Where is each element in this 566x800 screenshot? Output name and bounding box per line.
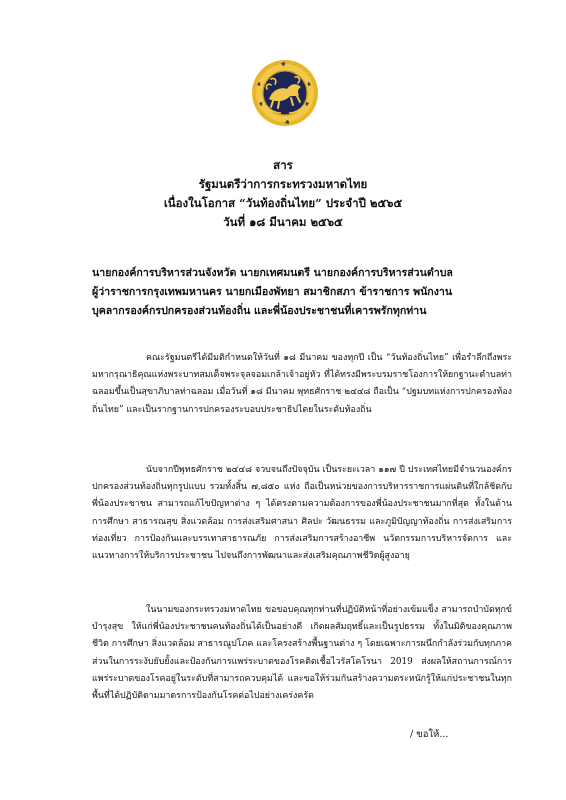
header-occasion: เนื่องในโอกาส “วันท้องถิ่นไทย” ประจำปี ๒๕๖๕	[163, 196, 403, 210]
letter-header	[0, 156, 566, 232]
body-paragraph-1: คณะรัฐมนตรีได้มีมติกำหนดให้วันที่ ๑๘ มีนาคม ของทุกปี เป็น “วันท้องถิ่นไทย” เพื่อรำลึกถึงพระมหากรุณาธิคุณแห่งพระบาทสมเด็จพระจุลจอมเกล้าเจ้าอยู่หัว ที่ได้ทรงมีพระบรมราชโองการให้ยกฐานะตำบลท่าฉลอมขึ้นเป็นสุขาภิบาลท่าฉลอม เมื่อวันที่ ๑๘ มีนาคม พุทธศักราช ๒๔๔๘ ถือเป็น “ปฐมบทแห่งการปกครองท้องถิ่นไทย” และเป็นรากฐานการปกครองระบอบประชาธิปไตยในระดับท้องถิ่น	[92, 353, 512, 415]
body-paragraph-3: ในนามของกระทรวงมหาดไทย ขอขอบคุณทุกท่านที่ปฏิบัติหน้าที่อย่างเข้มแข็ง สามารถบำบัดทุกข์ บำรุงสุข ให้แก่พี่น้องประชาชนคนท้องถิ่นได้เป็นอย่างดี เกิดผลสัมฤทธิ์และเป็นรูปธรรม ทั้งในมิติของคุณภาพชีวิต การศึกษา สิ่งแวดล้อม สาธารณูปโภค และโครงสร้างพื้นฐานต่าง ๆ โดยเฉพาะการผนึกกำลังร่วมกับทุกภาคส่วนในการระงับยับยั้งและป้องกันการแพร่ระบาดของโรคติดเชื้อไวรัสโคโรนา 2019 ส่งผลให้สถานการณ์การแพร่ระบาดของโรคอยู่ในระดับที่สามารถควบคุมได้ และขอให้ร่วมกันสร้างความตระหนักรู้ให้แก่ประชาชนในทุกพื้นที่ได้ปฏิบัติตามมาตรการป้องกันโรคต่อไปอย่างเคร่งครัด	[92, 605, 512, 702]
continuation-note: / ขอให้...	[410, 729, 449, 740]
addressee-block	[92, 264, 512, 321]
header-author: รัฐมนตรีว่าการกระทรวงมหาดไทย	[198, 177, 368, 191]
interior-ministry-seal-icon	[251, 59, 319, 127]
header-date: วันที่ ๑๘ มีนาคม ๒๕๖๕	[223, 215, 343, 229]
header-title: สาร	[273, 158, 293, 172]
addressee-line: นายกองค์การบริหารส่วนจังหวัด นายกเทศมนตรี นายกองค์การบริหารส่วนตำบล	[92, 267, 453, 279]
addressee-line: บุคลากรองค์กรปกครองส่วนท้องถิ่น และพี่น้องประชาชนที่เคารพรักทุกท่าน	[92, 305, 427, 317]
addressee-line: ผู้ว่าราชการกรุงเทพมหานคร นายกเมืองพัทยา สมาชิกสภา ข้าราชการ พนักงาน	[92, 286, 453, 298]
body-paragraph-2: นับจากปีพุทธศักราช ๒๔๔๘ จวบจนถึงปัจจุบัน เป็นระยะเวลา ๑๑๗ ปี ประเทศไทยมีจำนวนองค์กรปกครองส่วนท้องถิ่นทุกรูปแบบ รวมทั้งสิ้น ๗,๘๕๐ แห่ง ถือเป็นหน่วยของการบริหารราชการแผ่นดินที่ใกล้ชิดกับพี่น้องประชาชน สามารถแก้ไขปัญหาต่าง ๆ ได้ตรงตามความต้องการของพี่น้องประชาชนมากที่สุด ทั้งในด้านการศึกษา สาธารณสุข สิ่งแวดล้อม การส่งเสริมศาสนา ศิลปะ วัฒนธรรม และภูมิปัญญาท้องถิ่น การส่งเสริมการท่องเที่ยว การป้องกันและบรรเทาสาธารณภัย การส่งเสริมการสร้างอาชีพ นวัตกรรมการบริหารจัดการ และแนวทางการให้บริการประชาชน ไปจนถึงการพัฒนาและส่งเสริมคุณภาพชีวิตผู้สูงอายุ	[92, 465, 512, 562]
